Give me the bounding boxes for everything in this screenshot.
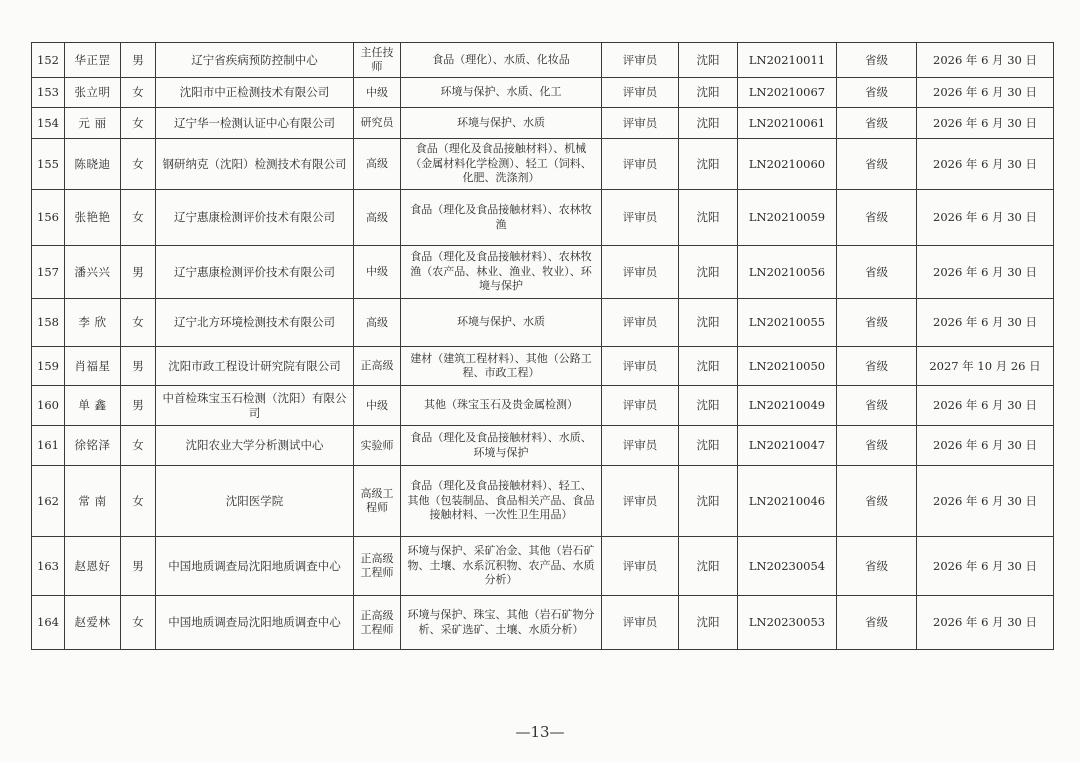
organization-cell: 辽宁北方环境检测技术有限公司 <box>156 299 354 347</box>
row-number-cell: 160 <box>32 386 65 426</box>
organization-cell: 沈阳农业大学分析测试中心 <box>156 426 354 466</box>
role-cell: 评审员 <box>602 426 679 466</box>
row-number-cell: 156 <box>32 190 65 246</box>
level-cell: 省级 <box>837 386 917 426</box>
role-cell: 评审员 <box>602 78 679 108</box>
review-scope-cell: 食品（理化）、水质、化妆品 <box>401 43 602 78</box>
gender-cell: 女 <box>121 466 156 537</box>
row-number-cell: 152 <box>32 43 65 78</box>
expiry-date-cell: 2027 年 10 月 26 日 <box>917 347 1054 386</box>
role-cell: 评审员 <box>602 139 679 190</box>
table-row <box>32 43 1054 78</box>
registration-code-cell: LN20210060 <box>738 139 837 190</box>
gender-cell: 女 <box>121 78 156 108</box>
table-row <box>32 466 1054 537</box>
city-cell: 沈阳 <box>679 347 738 386</box>
expiry-date-cell: 2026 年 6 月 30 日 <box>917 108 1054 139</box>
professional-title-cell: 研究员 <box>354 108 401 139</box>
gender-cell: 男 <box>121 246 156 299</box>
review-scope-cell: 环境与保护、水质 <box>401 299 602 347</box>
level-cell: 省级 <box>837 43 917 78</box>
city-cell: 沈阳 <box>679 386 738 426</box>
gender-cell: 女 <box>121 426 156 466</box>
organization-cell: 中国地质调查局沈阳地质调查中心 <box>156 596 354 650</box>
row-number-cell: 163 <box>32 537 65 596</box>
role-cell: 评审员 <box>602 246 679 299</box>
gender-cell: 男 <box>121 347 156 386</box>
city-cell: 沈阳 <box>679 246 738 299</box>
registration-code-cell: LN20210067 <box>738 78 837 108</box>
organization-cell: 钢研纳克（沈阳）检测技术有限公司 <box>156 139 354 190</box>
review-scope-cell: 环境与保护、水质 <box>401 108 602 139</box>
expiry-date-cell: 2026 年 6 月 30 日 <box>917 537 1054 596</box>
review-scope-cell: 食品（理化及食品接触材料）、农林牧渔（农产品、林业、渔业、牧业）、环境与保护 <box>401 246 602 299</box>
professional-title-cell: 正高级工程师 <box>354 537 401 596</box>
level-cell: 省级 <box>837 139 917 190</box>
review-scope-cell: 其他（珠宝玉石及贵金属检测） <box>401 386 602 426</box>
table-body <box>32 43 1054 650</box>
organization-cell: 沈阳市中正检测技术有限公司 <box>156 78 354 108</box>
expiry-date-cell: 2026 年 6 月 30 日 <box>917 466 1054 537</box>
table-row <box>32 386 1054 426</box>
gender-cell: 男 <box>121 537 156 596</box>
reviewer-table <box>31 42 1054 650</box>
organization-cell: 沈阳市政工程设计研究院有限公司 <box>156 347 354 386</box>
person-name-cell: 赵恩好 <box>65 537 121 596</box>
person-name-cell: 徐铭泽 <box>65 426 121 466</box>
gender-cell: 女 <box>121 190 156 246</box>
level-cell: 省级 <box>837 108 917 139</box>
role-cell: 评审员 <box>602 108 679 139</box>
table-row <box>32 347 1054 386</box>
level-cell: 省级 <box>837 78 917 108</box>
table-row <box>32 139 1054 190</box>
organization-cell: 辽宁惠康检测评价技术有限公司 <box>156 190 354 246</box>
expiry-date-cell: 2026 年 6 月 30 日 <box>917 596 1054 650</box>
person-name-cell: 华正罡 <box>65 43 121 78</box>
row-number-cell: 161 <box>32 426 65 466</box>
city-cell: 沈阳 <box>679 596 738 650</box>
role-cell: 评审员 <box>602 466 679 537</box>
person-name-cell: 常 南 <box>65 466 121 537</box>
role-cell: 评审员 <box>602 596 679 650</box>
page-number: —13— <box>515 723 565 741</box>
role-cell: 评审员 <box>602 537 679 596</box>
level-cell: 省级 <box>837 596 917 650</box>
registration-code-cell: LN20210056 <box>738 246 837 299</box>
table-row <box>32 78 1054 108</box>
organization-cell: 辽宁惠康检测评价技术有限公司 <box>156 246 354 299</box>
professional-title-cell: 高级 <box>354 299 401 347</box>
registration-code-cell: LN20210050 <box>738 347 837 386</box>
city-cell: 沈阳 <box>679 190 738 246</box>
row-number-cell: 154 <box>32 108 65 139</box>
organization-cell: 中国地质调查局沈阳地质调查中心 <box>156 537 354 596</box>
professional-title-cell: 主任技师 <box>354 43 401 78</box>
city-cell: 沈阳 <box>679 299 738 347</box>
expiry-date-cell: 2026 年 6 月 30 日 <box>917 386 1054 426</box>
person-name-cell: 陈晓迪 <box>65 139 121 190</box>
role-cell: 评审员 <box>602 43 679 78</box>
professional-title-cell: 正高级 <box>354 347 401 386</box>
professional-title-cell: 中级 <box>354 386 401 426</box>
registration-code-cell: LN20210049 <box>738 386 837 426</box>
person-name-cell: 元 丽 <box>65 108 121 139</box>
row-number-cell: 162 <box>32 466 65 537</box>
expiry-date-cell: 2026 年 6 月 30 日 <box>917 426 1054 466</box>
level-cell: 省级 <box>837 537 917 596</box>
city-cell: 沈阳 <box>679 78 738 108</box>
expiry-date-cell: 2026 年 6 月 30 日 <box>917 139 1054 190</box>
review-scope-cell: 食品（理化及食品接触材料）、水质、环境与保护 <box>401 426 602 466</box>
row-number-cell: 157 <box>32 246 65 299</box>
role-cell: 评审员 <box>602 299 679 347</box>
person-name-cell: 单 鑫 <box>65 386 121 426</box>
level-cell: 省级 <box>837 347 917 386</box>
city-cell: 沈阳 <box>679 43 738 78</box>
registration-code-cell: LN20210011 <box>738 43 837 78</box>
review-scope-cell: 建材（建筑工程材料）、其他（公路工程、市政工程） <box>401 347 602 386</box>
professional-title-cell: 中级 <box>354 246 401 299</box>
table-row <box>32 299 1054 347</box>
registration-code-cell: LN20230054 <box>738 537 837 596</box>
review-scope-cell: 食品（理化及食品接触材料）、机械（金属材料化学检测）、轻工（饲料、化肥、洗涤剂） <box>401 139 602 190</box>
level-cell: 省级 <box>837 466 917 537</box>
person-name-cell: 肖福星 <box>65 347 121 386</box>
registration-code-cell: LN20230053 <box>738 596 837 650</box>
person-name-cell: 赵爱林 <box>65 596 121 650</box>
level-cell: 省级 <box>837 190 917 246</box>
person-name-cell: 潘兴兴 <box>65 246 121 299</box>
level-cell: 省级 <box>837 426 917 466</box>
city-cell: 沈阳 <box>679 537 738 596</box>
professional-title-cell: 正高级工程师 <box>354 596 401 650</box>
gender-cell: 女 <box>121 139 156 190</box>
review-scope-cell: 环境与保护、采矿冶金、其他（岩石矿物、土壤、水系沉积物、农产品、水质分析） <box>401 537 602 596</box>
row-number-cell: 158 <box>32 299 65 347</box>
review-scope-cell: 食品（理化及食品接触材料）、轻工、其他（包装制品、食品相关产品、食品接触材料、一次性卫生用品） <box>401 466 602 537</box>
table-row <box>32 190 1054 246</box>
registration-code-cell: LN20210061 <box>738 108 837 139</box>
city-cell: 沈阳 <box>679 139 738 190</box>
table-row <box>32 108 1054 139</box>
gender-cell: 男 <box>121 386 156 426</box>
city-cell: 沈阳 <box>679 108 738 139</box>
person-name-cell: 张艳艳 <box>65 190 121 246</box>
city-cell: 沈阳 <box>679 426 738 466</box>
professional-title-cell: 高级工程师 <box>354 466 401 537</box>
person-name-cell: 李 欣 <box>65 299 121 347</box>
gender-cell: 女 <box>121 596 156 650</box>
review-scope-cell: 食品（理化及食品接触材料）、农林牧渔 <box>401 190 602 246</box>
gender-cell: 男 <box>121 43 156 78</box>
review-scope-cell: 环境与保护、水质、化工 <box>401 78 602 108</box>
expiry-date-cell: 2026 年 6 月 30 日 <box>917 299 1054 347</box>
registration-code-cell: LN20210047 <box>738 426 837 466</box>
row-number-cell: 153 <box>32 78 65 108</box>
review-scope-cell: 环境与保护、珠宝、其他（岩石矿物分析、采矿选矿、土壤、水质分析） <box>401 596 602 650</box>
table-row <box>32 596 1054 650</box>
city-cell: 沈阳 <box>679 466 738 537</box>
level-cell: 省级 <box>837 299 917 347</box>
person-name-cell: 张立明 <box>65 78 121 108</box>
row-number-cell: 155 <box>32 139 65 190</box>
table-row <box>32 426 1054 466</box>
professional-title-cell: 实验师 <box>354 426 401 466</box>
expiry-date-cell: 2026 年 6 月 30 日 <box>917 246 1054 299</box>
registration-code-cell: LN20210055 <box>738 299 837 347</box>
expiry-date-cell: 2026 年 6 月 30 日 <box>917 43 1054 78</box>
row-number-cell: 164 <box>32 596 65 650</box>
organization-cell: 中首检珠宝玉石检测（沈阳）有限公司 <box>156 386 354 426</box>
table-row <box>32 537 1054 596</box>
professional-title-cell: 中级 <box>354 78 401 108</box>
role-cell: 评审员 <box>602 386 679 426</box>
organization-cell: 辽宁华一检测认证中心有限公司 <box>156 108 354 139</box>
table-row <box>32 246 1054 299</box>
organization-cell: 沈阳医学院 <box>156 466 354 537</box>
gender-cell: 女 <box>121 108 156 139</box>
professional-title-cell: 高级 <box>354 190 401 246</box>
organization-cell: 辽宁省疾病预防控制中心 <box>156 43 354 78</box>
professional-title-cell: 高级 <box>354 139 401 190</box>
expiry-date-cell: 2026 年 6 月 30 日 <box>917 190 1054 246</box>
role-cell: 评审员 <box>602 190 679 246</box>
row-number-cell: 159 <box>32 347 65 386</box>
gender-cell: 女 <box>121 299 156 347</box>
registration-code-cell: LN20210059 <box>738 190 837 246</box>
registration-code-cell: LN20210046 <box>738 466 837 537</box>
expiry-date-cell: 2026 年 6 月 30 日 <box>917 78 1054 108</box>
role-cell: 评审员 <box>602 347 679 386</box>
level-cell: 省级 <box>837 246 917 299</box>
